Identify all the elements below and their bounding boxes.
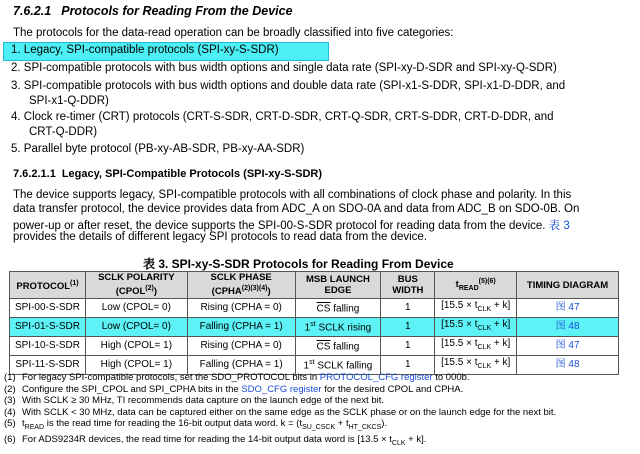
cell-timing-diagram-link[interactable]: 图 48: [517, 356, 619, 375]
list-item-4-text: Clock re-timer (CRT) protocols (CRT-S-SDR, CRT-D-SDR, CRT-Q-SDR, CRT-S-DDR, CRT-D-DDR, and: [23, 111, 554, 123]
cell-cpol: Low (CPOL= 0): [85, 299, 187, 318]
subsection-heading: [13, 168, 322, 180]
list-item-1: 1. Legacy, SPI-compatible protocols (SPI-xy-S-SDR): [11, 44, 279, 56]
cell-tread: $[15.5 \times t_{CLK} + k]$: [435, 299, 517, 318]
table-footnotes: [4, 372, 556, 449]
footnote-2: (2) Configure the SPI_CPOL and SPI_CPHA bits in the SDO_CFG register for the desired CPOL and CPHA.: [4, 383, 464, 395]
list-item-1-text: Legacy, SPI-compatible protocols (SPI-xy-S-SDR): [23, 44, 279, 56]
footnote-6: (6) For ADS9234R devices, the read time for reading the 14-bit output data word is $[13.5 \times t_{CLK} + k]$.: [4, 433, 427, 447]
section-number: 7.6.2.1: [13, 4, 52, 18]
table-header-row: [10, 272, 619, 299]
cell-msb-edge: $\overline{CS}$ falling: [295, 337, 381, 356]
list-item-3-text: SPI-compatible protocols with bus width options and double data rate (SPI-x1-S-DDR, SPI-x1-D-DDR, and: [23, 80, 566, 92]
list-item-3: 3. SPI-compatible protocols with bus width options and double data rate (SPI-x1-S-DDR, SPI-x1-D-DDR, and: [11, 80, 566, 92]
table-3-link[interactable]: 表 3: [548, 220, 570, 232]
header-sclk-phase: SCLK PHASE $(CPHA^{(2)(3)(4)})$: [187, 272, 295, 299]
header-bus-width: BUS WIDTH: [381, 272, 435, 299]
footnote-5: (5) $t_{READ}$ is the read time for reading the 16-bit output data word. $k = (t_{SU\_CSCK} + t_{HT\_CKCS})$.: [4, 418, 388, 432]
cell-timing-diagram-link[interactable]: 图 47: [517, 337, 619, 356]
table-row: [10, 299, 619, 318]
cell-msb-edge: $\overline{CS}$ falling: [295, 299, 381, 318]
footnote-1: (1) For legacy SPI-compatible protocols, set the SDO_PROTOCOL bits in PROTOCOL_CFG register to 000b.: [4, 372, 470, 383]
cell-protocol: SPI-11-S-SDR: [10, 356, 86, 375]
cell-timing-diagram-link[interactable]: 图 47: [517, 299, 619, 318]
cell-bus-width: 1: [381, 299, 435, 318]
cell-cpha: Falling (CPHA = 1): [187, 318, 295, 337]
cell-protocol: SPI-00-S-SDR: [10, 299, 86, 318]
body-line-2: data transfer protocol, the device provides data from ADC_A on SDO-0A and data from ADC_B on SDO-0B. On: [13, 203, 580, 215]
header-tread: $t_{READ}^{(5)(6)}$: [435, 272, 517, 299]
list-item-5: 5. Parallel byte protocol (PB-xy-AB-SDR, PB-xy-AA-SDR): [11, 143, 305, 155]
body-line-4: provides the details of different legacy SPI protocols to read data from the device.: [13, 231, 428, 243]
list-item-4: 4. Clock re-timer (CRT) protocols (CRT-S-SDR, CRT-D-SDR, CRT-Q-SDR, CRT-S-DDR, CRT-D-DDR, and: [11, 111, 554, 123]
cell-tread: $[15.5 \times t_{CLK} + k]$: [435, 337, 517, 356]
cell-tread: $[15.5 \times t_{CLK} + k]$: [435, 318, 517, 337]
cell-protocol: SPI-01-S-SDR: [10, 318, 86, 337]
subsection-number: 7.6.2.1.1: [13, 168, 56, 180]
cell-msb-edge: 1st SCLK rising: [295, 318, 381, 337]
cell-bus-width: 1: [381, 318, 435, 337]
header-timing-diagram: TIMING DIAGRAM: [517, 272, 619, 299]
cell-protocol: SPI-10-S-SDR: [10, 337, 86, 356]
table-caption: 表 3. SPI-xy-S-SDR Protocols for Reading From Device: [143, 257, 454, 271]
header-sclk-polarity: SCLK POLARITY (CPOL$^{(2)}$): [85, 272, 187, 299]
cell-msb-edge: 1st SCLK falling: [295, 356, 381, 375]
list-item-2: 2. SPI-compatible protocols with bus width options and single data rate (SPI-xy-D-SDR and SPI-xy-Q-SDR): [11, 62, 557, 74]
cell-timing-diagram-link[interactable]: 图 48: [517, 318, 619, 337]
list-item-5-text: Parallel byte protocol (PB-xy-AB-SDR, PB-xy-AA-SDR): [23, 143, 305, 155]
table-row-highlighted: [10, 318, 619, 337]
list-item-2-text: SPI-compatible protocols with bus width options and single data rate (SPI-xy-D-SDR and SPI-xy-Q-SDR): [23, 62, 557, 74]
cell-bus-width: 1: [381, 356, 435, 375]
cell-cpol: High (CPOL= 1): [85, 337, 187, 356]
cell-cpha: Rising (CPHA = 0): [187, 299, 295, 318]
subsection-title: Legacy, SPI-Compatible Protocols (SPI-xy-S-SDR): [61, 168, 323, 180]
footnote-4: (4) With SCLK < 30 MHz, data can be captured either on the same edge as the SCLK phase or on the launch edge for the next bit.: [4, 406, 557, 418]
cell-cpol: High (CPOL= 1): [85, 356, 187, 375]
cell-cpha: Falling (CPHA = 1): [187, 356, 295, 375]
list-item-3-continued: SPI-x1-Q-DDR): [29, 95, 109, 107]
cell-cpha: Rising (CPHA = 0): [187, 337, 295, 356]
header-protocol: PROTOCOL$^{(1)}$: [10, 272, 86, 299]
sdo-cfg-register-link[interactable]: SDO_CFG register: [241, 383, 322, 395]
list-item-4-continued: CRT-Q-DDR): [29, 126, 98, 138]
footnote-3: (3) With SCLK ≥ 30 MHz, TI recommends data capture on the launch edge of the next bit.: [4, 395, 385, 407]
cell-bus-width: 1: [381, 337, 435, 356]
header-msb-launch-edge: MSB LAUNCH EDGE: [295, 272, 381, 299]
body-line-1: The device supports legacy, SPI-compatible protocols with all combinations of clock phase and polarity. In this: [13, 189, 572, 201]
protocol-cfg-register-link[interactable]: PROTOCOL_CFG register: [319, 372, 433, 383]
table-row: [10, 337, 619, 356]
intro-paragraph: The protocols for the data-read operation can be broadly classified into five categories:: [13, 27, 454, 39]
section-heading: [13, 4, 293, 18]
section-title: Protocols for Reading From the Device: [61, 4, 293, 18]
protocol-table: [9, 271, 619, 375]
cell-cpol: Low (CPOL= 0): [85, 318, 187, 337]
body-line-3: power-up or after reset, the device supports the SPI-00-S-SDR protocol for reading data from the device. 表 3: [13, 220, 570, 232]
cell-tread: $[15.5 \times t_{CLK} + k]$: [435, 356, 517, 375]
